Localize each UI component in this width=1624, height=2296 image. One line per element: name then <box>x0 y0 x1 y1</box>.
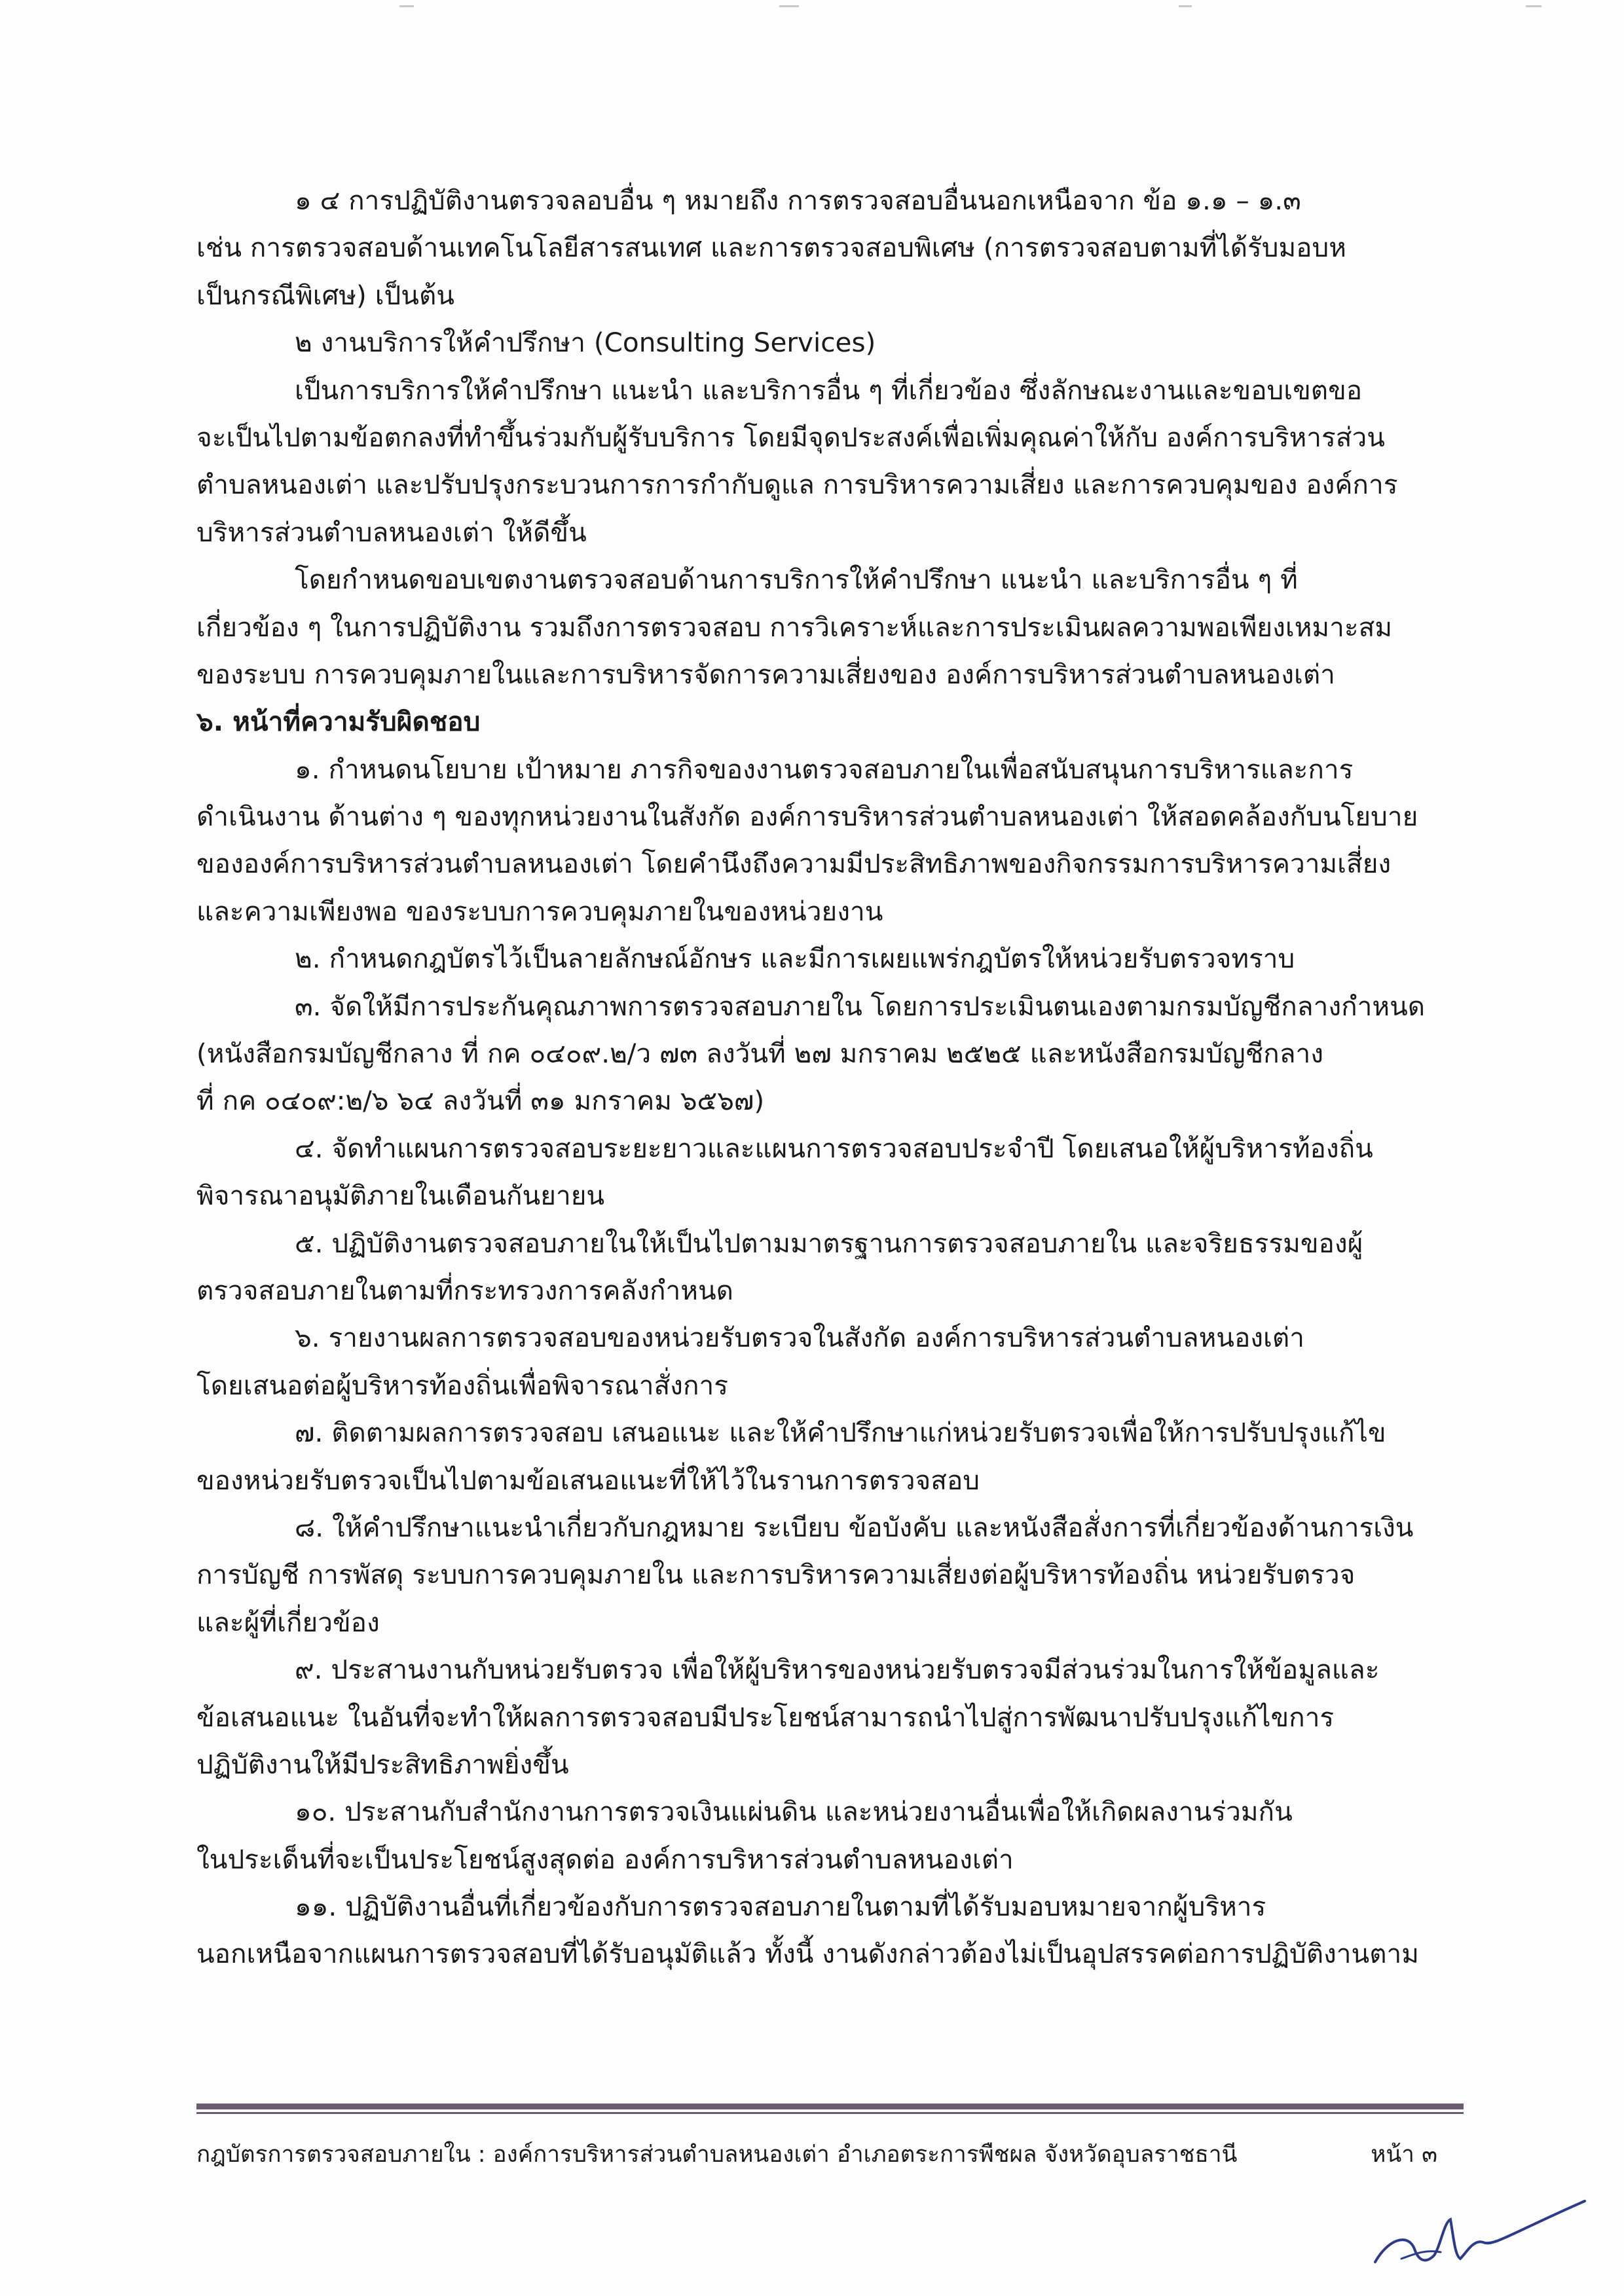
list-item: ๓. จัดให้มีการประกันคุณภาพการตรวจสอบภายใน โดยการประเมินตนเองตามกรมบัญชีกลางกำหนด <box>295 990 1426 1022</box>
paragraph-line: ของหน่วยรับตรวจเป็นไปตามข้อเสนอแนะที่ให้ไว้ในรานการตรวจสอบ <box>196 1464 980 1496</box>
footer-rule-thick <box>196 2104 1464 2109</box>
paragraph-line: โดยเสนอต่อผู้บริหารท้องถิ่นเพื่อพิจารณาสั่งการ <box>196 1369 728 1401</box>
list-item: ๔. จัดทำแผนการตรวจสอบระยะยาวและแผนการตรวจสอบประจำปี โดยเสนอให้ผู้บริหารท้องถิ่น <box>295 1132 1373 1164</box>
paragraph-line: พิจารณาอนุมัติภายในเดือนกันยายน <box>196 1180 605 1212</box>
paragraph-line: นอกเหนือจากแผนการตรวจสอบที่ได้รับอนุมัติแล้ว ทั้งนี้ งานดังกล่าวต้องไม่เป็นอุปสรรคต่อการปฏิบัติงานตาม <box>196 1938 1419 1970</box>
paragraph-line: ขององค์การบริหารส่วนตำบลหนองเต่า โดยคำนึงถึงความมีประสิทธิภาพของกิจกรรมการบริหารความเสี่ยง <box>196 848 1392 880</box>
paragraph-line: ข้อเสนอแนะ ในอันที่จะทำให้ผลการตรวจสอบมีประโยชน์สามารถนำไปสู่การพัฒนาปรับปรุงแก้ไขการ <box>196 1701 1335 1733</box>
list-item: ๙. ประสานงานกับหน่วยรับตรวจ เพื่อให้ผู้บริหารของหน่วยรับตรวจมีส่วนร่วมในการให้ข้อมูลและ <box>295 1654 1380 1686</box>
paragraph-line: ปฏิบัติงานให้มีประสิทธิภาพยิ่งขึ้น <box>196 1748 569 1780</box>
paragraph-line: และผู้ที่เกี่ยวข้อง <box>196 1606 380 1638</box>
paragraph-line: เป็นการบริการให้คำปรึกษา แนะนำ และบริการอื่น ๆ ที่เกี่ยวข้อง ซึ่งลักษณะงานและขอบเขตขอ <box>295 374 1363 406</box>
list-item: ๑๑. ปฏิบัติงานอื่นที่เกี่ยวข้องกับการตรวจสอบภายในตามที่ได้รับมอบหมายจากผู้บริหาร <box>295 1891 1266 1923</box>
paragraph-line: จะเป็นไปตามข้อตกลงที่ทำขึ้นร่วมกับผู้รับบริการ โดยมีจุดประสงค์เพื่อเพิ่มคุณค่าให้กับ องค์การบริหารส่วน <box>196 421 1385 453</box>
page-footer <box>196 2138 1464 2171</box>
paragraph-line: ที่ กค ๐๔๐๙:๒/๖ ๖๔ ลงวันที่ ๓๑ มกราคม ๖๕๖๗) <box>196 1085 765 1117</box>
paragraph-line: เกี่ยวข้อง ๆ ในการปฏิบัติงาน รวมถึงการตรวจสอบ การวิเคราะห์และการประเมินผลความพอเพียงเหมาะสม <box>196 611 1393 643</box>
list-item: ๘. ให้คำปรึกษาแนะนำเกี่ยวกับกฎหมาย ระเบียบ ข้อบังคับ และหนังสือสั่งการที่เกี่ยวข้องด้านการเงิน <box>295 1511 1414 1543</box>
paragraph-line: โดยกำหนดขอบเขตงานตรวจสอบด้านการบริการให้คำปรึกษา แนะนำ และบริการอื่น ๆ ที่ <box>295 564 1298 596</box>
footer-rule-thin <box>196 2112 1464 2114</box>
paragraph-line: ของระบบ การควบคุมภายในและการบริหารจัดการความเสี่ยงของ องค์การบริหารส่วนตำบลหนองเต่า <box>196 658 1335 690</box>
scan-artifact <box>399 5 414 7</box>
list-item: ๖. รายงานผลการตรวจสอบของหน่วยรับตรวจในสังกัด องค์การบริหารส่วนตำบลหนองเต่า <box>295 1322 1304 1354</box>
paragraph-line: เช่น การตรวจสอบด้านเทคโนโลยีสารสนเทศ และการตรวจสอบพิเศษ (การตรวจสอบตามที่ได้รับมอบห <box>196 232 1346 264</box>
list-item: ๕. ปฏิบัติงานตรวจสอบภายในให้เป็นไปตามมาตรฐานการตรวจสอบภายใน และจริยธรรมของผู้ <box>295 1227 1363 1259</box>
list-item: ๑๐. ประสานกับสำนักงานการตรวจเงินแผ่นดิน และหน่วยงานอื่นเพื่อให้เกิดผลงานร่วมกัน <box>295 1796 1293 1828</box>
scan-artifact <box>779 5 799 7</box>
list-item: ๗. ติดตามผลการตรวจสอบ เสนอแนะ และให้คำปรึกษาแก่หน่วยรับตรวจเพื่อให้การปรับปรุงแก้ไข <box>295 1417 1386 1449</box>
paragraph-line: เป็นกรณีพิเศษ) เป็นต้น <box>196 279 454 311</box>
footer-text: กฎบัตรการตรวจสอบภายใน : องค์การบริหารส่วนตำบลหนองเต่า อำเภอตระการพืชผล จังหวัดอุบลราชธานี <box>196 2141 1238 2168</box>
paragraph-line: ตรวจสอบภายในตามที่กระทรวงการคลังกำหนด <box>196 1274 733 1306</box>
section-heading: ๖. หน้าที่ความรับผิดชอบ <box>196 706 481 738</box>
paragraph-line: ในประเด็นที่จะเป็นประโยชน์สูงสุดต่อ องค์การบริหารส่วนตำบลหนองเต่า <box>196 1843 1014 1875</box>
paragraph-line: ตำบลหนองเต่า และปรับปรุงกระบวนการการกำกับดูแล การบริหารความเสี่ยง และการควบคุมของ องค์การ <box>196 469 1398 501</box>
scan-artifact <box>1179 5 1192 7</box>
paragraph-line: ดำเนินงาน ด้านต่าง ๆ ของทุกหน่วยงานในสังกัด องค์การบริหารส่วนตำบลหนองเต่า ให้สอดคล้องกับนโยบาย <box>196 801 1418 833</box>
paragraph-line: การบัญชี การพัสดุ ระบบการควบคุมภายใน และการบริหารความเสี่ยงต่อผู้บริหารท้องถิ่น หน่วยรับตรวจ <box>196 1559 1356 1591</box>
signature-stroke <box>1375 2201 1585 2262</box>
paragraph-line: บริหารส่วนตำบลหนองเต่า ให้ดีขึ้น <box>196 516 587 548</box>
paragraph-line: (หนังสือกรมบัญชีกลาง ที่ กค ๐๔๐๙.๒/ว ๗๓ ลงวันที่ ๒๗ มกราคม ๒๕๒๕ และหนังสือกรมบัญชีกลาง <box>196 1038 1324 1070</box>
page-number: หน้า ๓ <box>1371 2141 1437 2168</box>
handwritten-signature <box>1362 2193 1598 2278</box>
list-item: ๑. กำหนดนโยบาย เป้าหมาย ภารกิจของงานตรวจสอบภายในเพื่อสนับสนุนการบริหารและการ <box>295 753 1354 785</box>
list-item: ๒. กำหนดกฎบัตรไว้เป็นลายลักษณ์อักษร และมีการเผยแพร่กฎบัตรให้หน่วยรับตรวจทราบ <box>295 943 1295 975</box>
document-body <box>196 177 1428 1978</box>
section-subheading: ๒ งานบริการให้คำปรึกษา (Consulting Services) <box>295 327 876 359</box>
paragraph-line: และความเพียงพอ ของระบบการควบคุมภายในของหน่วยงาน <box>196 895 883 927</box>
paragraph-line: ๑ ๔ การปฏิบัติงานตรวจลอบอื่น ๆ หมายถึง การตรวจสอบอื่นนอกเหนือจาก ข้อ ๑.๑ – ๑.๓ <box>295 185 1301 216</box>
scan-artifact <box>1526 5 1541 7</box>
